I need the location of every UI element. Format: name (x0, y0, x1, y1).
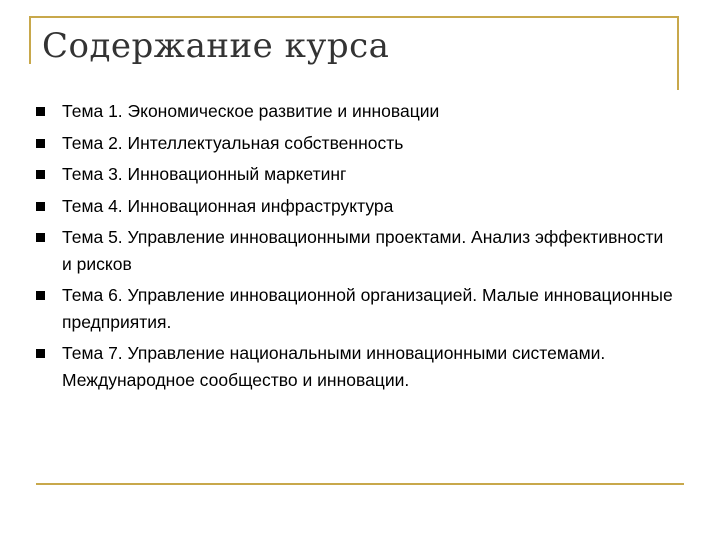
topic-item-5 (36, 224, 676, 277)
topic-item-4 (36, 193, 676, 220)
frame-line-top (29, 16, 679, 18)
square-bullet-icon (36, 202, 45, 211)
topic-item-7 (36, 340, 676, 393)
topic-label: Тема 4. Инновационная инфраструктура (62, 195, 394, 216)
square-bullet-icon (36, 107, 45, 116)
square-bullet-icon (36, 291, 45, 300)
topic-item-6 (36, 282, 676, 335)
frame-line-right (677, 16, 679, 90)
frame-line-bottom (36, 483, 684, 485)
topic-item-1 (36, 98, 676, 125)
topic-label: Тема 1. Экономическое развитие и инновации (62, 101, 440, 121)
topic-label: Тема 3. Инновационный маркетинг (62, 164, 347, 184)
topic-item-3 (36, 161, 676, 188)
square-bullet-icon (36, 139, 45, 148)
topic-label: Тема 5. Управление инновационными проектами. Анализ эффективности и рисков (62, 227, 664, 274)
topic-list (36, 98, 676, 398)
square-bullet-icon (36, 349, 45, 358)
slide-title: Содержание курса (42, 26, 390, 66)
topic-item-2 (36, 130, 676, 157)
square-bullet-icon (36, 170, 45, 179)
topic-label: Тема 7. Управление национальными инновационными системами. Международное сообщество и инновации. (62, 343, 606, 390)
frame-line-left (29, 16, 31, 64)
square-bullet-icon (36, 233, 45, 242)
topic-label: Тема 6. Управление инновационной организацией. Малые инновационные предприятия. (62, 285, 673, 332)
topic-label: Тема 2. Интеллектуальная собственность (62, 132, 404, 153)
